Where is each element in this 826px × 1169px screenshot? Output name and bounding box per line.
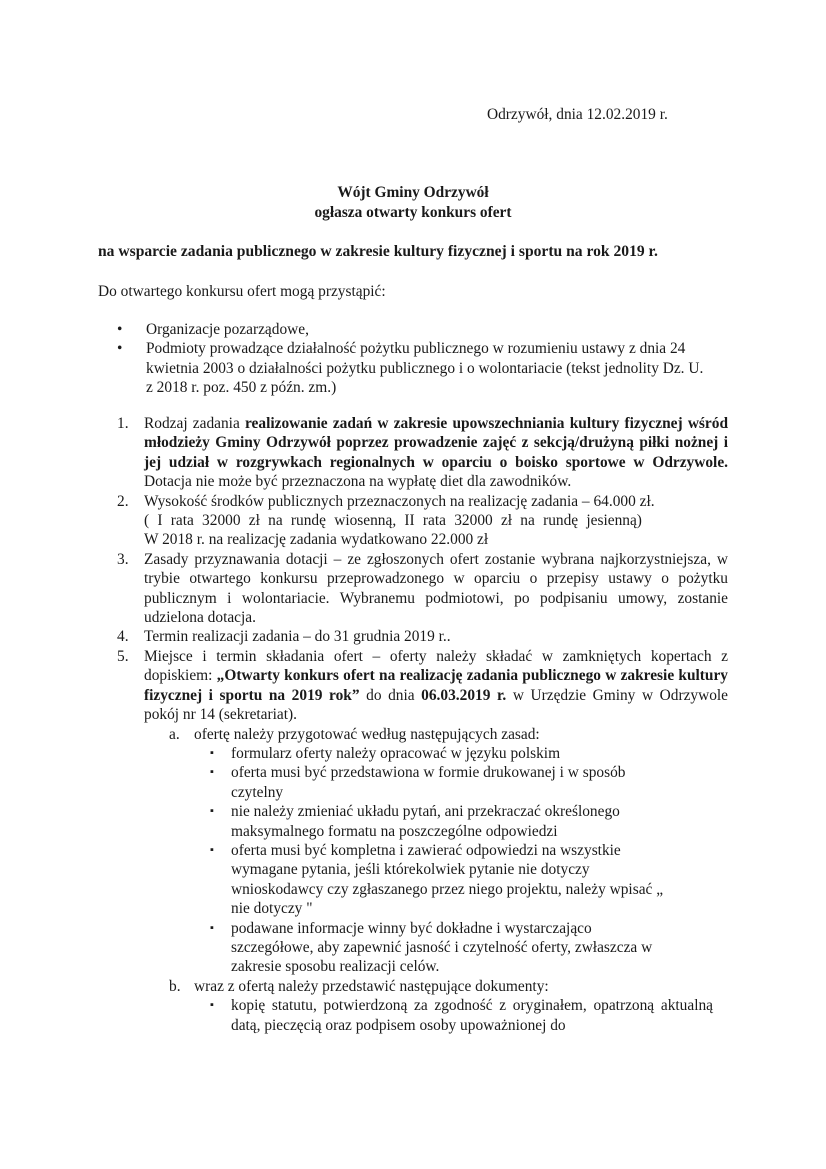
document-item-text: kopię statutu, potwierdzoną za zgodność z oryginałem, opatrzoną aktualną datą, pieczęcią oraz podpisem osoby upoważnionej do bbox=[231, 997, 713, 1034]
item-number: 2. bbox=[117, 492, 129, 510]
rules-list bbox=[194, 744, 676, 977]
rule-item bbox=[231, 919, 671, 977]
item-5-deadline: 06.03.2019 r. bbox=[421, 686, 507, 704]
sub-item-letter: b. bbox=[169, 977, 181, 995]
item-1-post: Dotacja nie może być przeznaczona na wypłatę diet dla zawodników. bbox=[144, 473, 572, 491]
item-number: 1. bbox=[117, 415, 129, 432]
list-item-2 bbox=[117, 492, 728, 550]
eligible-item-text: Organizacje pozarządowe, bbox=[146, 321, 309, 338]
rule-item bbox=[231, 802, 671, 841]
rule-item-text: formularz oferty należy opracować w języku polskim bbox=[231, 744, 561, 762]
title-line-2: ogłasza otwarty konkurs ofert bbox=[314, 204, 512, 221]
document-item bbox=[231, 996, 713, 1035]
eligible-item bbox=[117, 339, 706, 397]
sub-item-a-text: ofertę należy przygotować według następujących zasad: bbox=[194, 725, 540, 743]
list-item-3 bbox=[117, 550, 728, 628]
sub-item-b-text: wraz z ofertą należy przedstawić następujące dokumenty: bbox=[194, 977, 549, 995]
subject-line: na wsparcie zadania publicznego w zakresie kultury fizycznej i sportu na rok 2019 r. bbox=[98, 243, 658, 260]
rule-item-text: podawane informacje winny być dokładne i wystarczająco szczegółowe, aby zapewnić jasność i czytelność oferty, zwłaszcza w zakresie sposobu realizacji celów. bbox=[231, 919, 653, 976]
documents-list bbox=[194, 996, 713, 1035]
sub-item-letter: a. bbox=[169, 725, 180, 743]
list-item-1 bbox=[117, 414, 728, 492]
item-2-line-3: W 2018 r. na realizację zadania wydatkowano 22.000 zł bbox=[144, 531, 489, 549]
item-4-text: Termin realizacji zadania – do 31 grudnia 2019 r.. bbox=[144, 628, 451, 646]
eligible-item bbox=[117, 320, 717, 339]
item-5-mid: do dnia bbox=[359, 686, 422, 704]
item-2-line-1: Wysokość środków publicznych przeznaczonych na realizację zadania – 64.000 zł. bbox=[144, 492, 655, 510]
rule-item bbox=[231, 841, 671, 919]
rule-item-text: oferta musi być kompletna i zawierać odpowiedzi na wszystkie wymagane pytania, jeśli którekolwiek pytanie nie dotyczy wnioskodawcy czy zgłaszanego przez niego projektu, należy wpisać „ nie dotyczy " bbox=[231, 841, 664, 918]
sub-list bbox=[169, 725, 728, 1036]
title-line-1: Wójt Gminy Odrzywół bbox=[337, 184, 489, 201]
item-3-text: Zasady przyznawania dotacji – ze zgłoszonych ofert zostanie wybrana najkorzystniejsza, w trybie otwartego konkursu przeprowadzonego w oparciu o przepisy ustawy o pożytku publicznym i wolontariacie. Wybranemu podmiotowi, po podpisaniu umowy, zostanie udzielona dotacja. bbox=[144, 550, 728, 627]
list-item-5 bbox=[117, 647, 728, 1035]
sub-item-b bbox=[169, 977, 728, 1035]
item-5-post: w Urzędzie Gminy w Odrzywole pokój nr 14 (sekretariat). bbox=[144, 686, 729, 724]
item-5-bold: „Otwarty konkurs ofert na realizację zadania publicznego w zakresie kultury fizycznej i sportu na 2019 rok” bbox=[144, 667, 729, 704]
intro-text: Do otwartego konkursu ofert mogą przystąpić: bbox=[98, 283, 386, 300]
rule-item-text: nie należy zmieniać układu pytań, ani przekraczać określonego maksymalnego formatu na poszczególne odpowiedzi bbox=[231, 803, 620, 840]
eligible-list bbox=[117, 320, 717, 398]
rule-item bbox=[231, 763, 651, 802]
list-item-4 bbox=[117, 627, 728, 646]
date-line: Odrzywół, dnia 12.02.2019 r. bbox=[487, 106, 668, 123]
item-number: 3. bbox=[117, 550, 129, 568]
rule-item bbox=[231, 744, 676, 763]
item-number: 5. bbox=[117, 647, 129, 665]
rule-item-text: oferta musi być przedstawiona w formie drukowanej i w sposób czytelny bbox=[231, 764, 626, 801]
eligible-item-text: Podmioty prowadzące działalność pożytku publicznego w rozumieniu ustawy z dnia 24 kwietnia 2003 o działalności pożytku publicznego i o wolontariacie (tekst jednolity Dz. U. z 2018 r. poz. 450 z późn. zm.) bbox=[146, 340, 704, 397]
item-5-pre: Miejsce i termin składania ofert – oferty należy składać w zamkniętych kopertach z dopiskiem: bbox=[144, 647, 728, 685]
item-1-pre: Rodzaj zadania bbox=[144, 415, 245, 432]
item-number: 4. bbox=[117, 628, 129, 646]
item-1-bold: realizowanie zadań w zakresie upowszechniania kultury fizycznej wśród młodzieży Gminy Odrzywół poprzez prowadzenie zajęć z sekcją/drużyną piłki nożnej i jej udział w rozgrywkach regionalnych w oparciu o boisko sportowe w Odrzywole. bbox=[144, 415, 729, 471]
item-2-line-2: ( I rata 32000 zł na rundę wiosenną, II rata 32000 zł na rundę jesienną) bbox=[144, 512, 642, 530]
sub-item-a bbox=[169, 725, 728, 977]
numbered-list bbox=[117, 414, 728, 1035]
